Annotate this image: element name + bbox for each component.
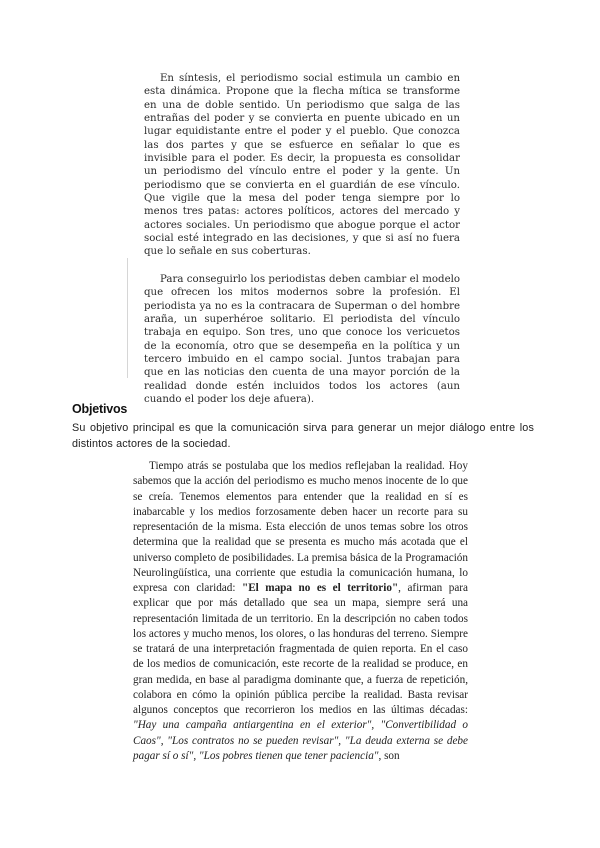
section-heading: Objetivos — [72, 402, 128, 416]
paragraph — [133, 459, 468, 764]
paragraph-middle: , afirman para explicar que por más detallado que sea un mapa, siempre será una representación limitada de un territorio. En la descripción no caben todos los actores y mucho menos, los olores, o las honduras del terreno. Siempre se tratará de una interpretación fragmentada de quien reporta. En el caso de los medios de comunicación, este recorte de la realidad se produce, en gran medida, en base al paradigma dominante que, a fuerza de repetición, colabora en cómo la opinión pública percibe la realidad. Basta revisar algunos conceptos que recorrieron los medios en las últimas décadas: — [133, 582, 468, 716]
scanned-excerpt-top — [144, 72, 460, 406]
objectives-section — [72, 402, 534, 452]
scan-edge-mark — [127, 258, 128, 378]
paragraph-tail: , son — [378, 749, 400, 762]
paragraph-intro: Tiempo atrás se postulaba que los medios reflejaban la realidad. Hoy sabemos que la acción del periodismo es mucho menos inocente de lo que se creía. Tenemos elementos para entender que la realidad en sí es inabarcable y los medios forzosamente deben hacer un recorte para su representación de la misma. Esta elección de unos temas sobre los otros determina que la realidad que se presenta es mucho más acotada que el universo completo de posibilidades. La premisa básica de la Programación Neurolingüística, una corriente que estudia la comunicación humana, lo expresa con claridad: — [133, 460, 468, 594]
paragraph: Para conseguirlo los periodistas deben cambiar el modelo que ofrecen los mitos modernos sobre la profesión. El periodista ya no es la contracara de Superman o del hombre araña, un superhéroe solitario. El periodista del vínculo trabaja en equipo. Son tres, uno que conoce los vericuetos de la economía, otro que se desempeña en la política y un tercero imbuido en el campo social. Juntos trabajan para que en las noticias den cuenta de una mayor porción de la realidad donde estén incluidos todos los actores (aun cuando el poder los deje afuera). — [144, 273, 460, 405]
objectives-text: Su objetivo principal es que la comunicación sirva para generar un mejor diálogo entre los distintos actores de la sociedad. — [72, 422, 534, 450]
bold-quote: "El mapa no es el territorio" — [241, 582, 399, 594]
italic-slogans: "Hay una campaña antiargentina en el exterior", "Convertibilidad o Caos", "Los contratos no se pueden revisar", "La deuda externa se debe pagar sí o sí", "Los pobres tienen que tener paciencia" — [133, 719, 468, 762]
paragraph: En síntesis, el periodismo social estimula un cambio en esta dinámica. Propone que la flecha mítica se transforme en una de doble sentido. Un periodismo que salga de las entrañas del poder y se convierta en puente ubicado en un lugar equidistante entre el poder y el pueblo. Que conozca las dos partes y que se esfuerce en señalar lo que es invisible para el poder. Es decir, la propuesta es consolidar un periodismo del vínculo entre el poder y la gente. Un periodismo que se convierta en el guardián de ese vínculo. Que vigile que la mesa del poder tenga siempre por lo menos tres patas: actores políticos, actores del mercado y actores sociales. Un periodismo que abogue porque el actor social esté integrado en las decisiones, y que si así no fuera que lo señale en sus coberturas. — [144, 73, 460, 258]
scanned-excerpt-bottom — [133, 459, 468, 764]
